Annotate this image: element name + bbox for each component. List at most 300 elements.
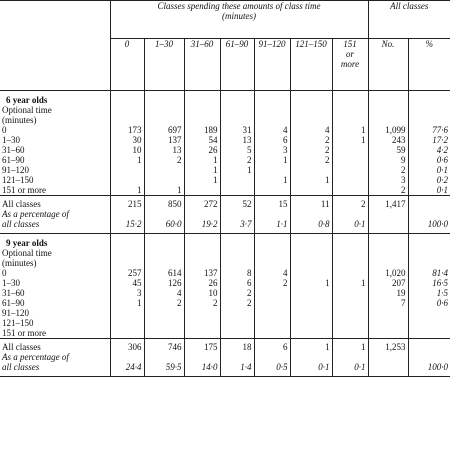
total-cell: 15 [254,196,290,210]
total-cell: 746 [144,339,184,353]
count-cell: 1,020 [368,268,408,278]
data-cell: 1 [254,175,290,185]
col-header-pct: % [408,39,450,91]
empty-cell [408,234,450,249]
empty-cell [220,91,254,106]
data-cell [110,175,144,185]
count-cell: 2 [368,185,408,196]
row-label: 31–60 [0,145,110,155]
empty-cell [220,115,254,125]
data-cell [144,328,184,339]
percent-cell: 77·6 [432,125,448,135]
empty-cell [368,105,408,115]
col-header-0: 0 [110,39,144,91]
count-cell: 59 [368,145,408,155]
data-cell: 1 [290,278,332,288]
percent-cell: 0·6 [436,298,448,308]
empty-cell [408,91,450,106]
total-cell: 6 [254,339,290,353]
empty-cell [110,209,144,219]
table-row [0,135,450,145]
data-cell: 8 [220,268,254,278]
data-cell: 697 [144,125,184,135]
empty-cell [290,352,332,362]
empty-cell [110,352,144,362]
empty-cell [368,115,408,125]
row-label: 1–30 [0,135,110,145]
group-title-line2: (minutes) [222,11,256,21]
percent-value: 14·0 [184,362,220,377]
empty-cell [254,91,290,106]
header-row-group [0,1,450,39]
empty-cell [220,248,254,258]
data-cell [254,298,290,308]
table-row [0,328,450,339]
data-cell: 137 [144,135,184,145]
data-cell [110,328,144,339]
section-subtitle: Optional time [0,105,110,115]
data-cell [144,308,184,318]
empty-cell [144,209,184,219]
percent-total: 100·0 [408,219,450,234]
empty-cell [254,248,290,258]
percent-label-row [0,352,450,362]
data-cell: 31 [220,125,254,135]
section-subtitle-row [0,248,450,258]
data-cell: 10 [110,145,144,155]
col-header-91-120: 91–120 [254,39,290,91]
data-cell: 173 [110,125,144,135]
section-title: 9 year olds [0,234,110,249]
total-cell: 272 [184,196,220,210]
data-cell [332,308,368,318]
empty-cell [220,234,254,249]
col-header-151-or-more [332,39,368,91]
count-cell: 7 [368,298,408,308]
empty-cell [110,91,144,106]
data-cell [332,185,368,196]
data-cell: 2 [144,155,184,165]
empty-cell [408,209,450,219]
data-cell: 1 [144,185,184,196]
percent-cell: 0·1 [436,165,448,175]
col-header-1-30: 1–30 [144,39,184,91]
empty-cell [408,352,450,362]
data-cell [332,298,368,308]
empty-cell [144,258,184,268]
empty-cell [368,352,408,362]
data-cell: 2 [254,278,290,288]
percent-cell: 0·1 [408,185,450,196]
percent-value: 24·4 [110,362,144,377]
data-cell [220,328,254,339]
total-cell: 11 [290,196,332,210]
row-label: 1–30 [0,278,110,288]
empty-cell [368,91,408,106]
total-label: All classes [0,339,110,353]
row-label: 0 [0,125,110,135]
section-subtitle: (minutes) [0,258,110,268]
data-cell: 10 [184,288,220,298]
empty-cell [408,105,450,115]
empty-cell [110,258,144,268]
row-label: 0 [0,268,110,278]
empty-cell [408,258,450,268]
empty-cell [220,258,254,268]
empty-cell [144,91,184,106]
table-row [0,185,450,196]
row-label: 61–90 [0,155,110,165]
data-cell: 6 [254,135,290,145]
data-cell: 1 [110,298,144,308]
empty-cell [290,115,332,125]
empty-cell [290,258,332,268]
row-label: 91–120 [0,165,110,175]
data-cell [290,308,332,318]
data-cell [110,165,144,175]
total-cell: 18 [220,339,254,353]
empty-cell [368,248,408,258]
row-label: 31–60 [0,288,110,298]
empty-cell [254,234,290,249]
empty-cell [290,91,332,106]
data-cell: 2 [184,298,220,308]
data-cell [332,155,368,165]
empty-cell [408,196,450,210]
percent-value: 15·2 [110,219,144,234]
empty-cell [254,352,290,362]
col151-line1: 151 [343,39,357,49]
data-cell [332,328,368,339]
empty-cell [184,105,220,115]
empty-cell [368,209,408,219]
col151-line2: or [345,49,354,59]
table-row [0,268,450,278]
data-cell [220,175,254,185]
data-cell: 5 [220,145,254,155]
empty-cell [408,248,450,258]
data-cell: 2 [290,145,332,155]
total-cell: 1 [332,339,368,353]
data-cell: 1 [110,185,144,196]
total-count: 1,417 [368,196,408,210]
empty-cell [332,115,368,125]
col-header-61-90: 61–90 [220,39,254,91]
data-cell [332,288,368,298]
data-cell [332,145,368,155]
section-title-row [0,234,450,249]
total-cell: 215 [110,196,144,210]
col151-line3: more [340,59,360,69]
col-header-31-60: 31–60 [184,39,220,91]
table-row [0,308,450,318]
data-cell [144,318,184,328]
data-cell: 26 [184,278,220,288]
data-cell: 13 [144,145,184,155]
count-cell [368,318,408,328]
table-row [0,165,450,175]
percent-value: 1·1 [254,219,290,234]
empty-cell [332,209,368,219]
data-cell: 189 [184,125,220,135]
empty-cell [332,352,368,362]
total-cell: 52 [220,196,254,210]
empty-cell [254,105,290,115]
data-cell: 1 [332,278,368,288]
empty-cell [332,91,368,106]
percent-cell: 4·2 [436,145,448,155]
empty-cell [220,105,254,115]
data-cell [254,318,290,328]
data-cell [184,328,220,339]
data-cell: 4 [290,125,332,135]
percent-total: 100·0 [408,362,450,377]
data-cell: 614 [144,268,184,278]
data-cell: 126 [144,278,184,288]
empty-cell [110,115,144,125]
percent-value: 0·1 [332,219,368,234]
stub-header [0,1,110,91]
total-row [0,339,450,353]
group-title-line1: Classes spending these amounts of class time [157,1,321,11]
percent-cell [408,328,450,339]
percent-value: 60·0 [144,219,184,234]
empty-cell [368,234,408,249]
empty-cell [332,258,368,268]
data-cell [220,308,254,318]
count-cell: 2 [368,165,408,175]
data-cell [254,165,290,175]
row-label: 151 or more [0,328,110,339]
data-cell: 1 [220,165,254,175]
data-cell [254,308,290,318]
table-row [0,175,450,185]
empty-cell [290,105,332,115]
percent-label-row [0,209,450,219]
percent-cell: 0·2 [436,175,448,185]
count-cell: 3 [368,175,408,185]
total-cell: 1 [290,339,332,353]
percent-cell: 17·2 [432,135,448,145]
count-cell: 9 [368,155,408,165]
data-cell: 2 [220,288,254,298]
data-cell: 3 [110,288,144,298]
data-cell: 6 [220,278,254,288]
section-subtitle: Optional time [0,248,110,258]
empty-cell [408,115,450,125]
empty-cell [184,115,220,125]
all-classes-title-text: All classes [390,1,429,11]
empty-cell [332,234,368,249]
data-cell: 13 [220,135,254,145]
total-cell: 306 [110,339,144,353]
data-cell [290,328,332,339]
empty-cell [144,234,184,249]
data-cell: 54 [184,135,220,145]
percent-row-label: all classes [0,362,110,377]
data-cell: 1 [184,165,220,175]
data-cell [332,165,368,175]
count-cell: 1,099 [368,125,408,135]
percent-value: 19·2 [184,219,220,234]
table-row [0,298,450,308]
empty-cell [254,115,290,125]
row-label: 121–150 [0,175,110,185]
empty-cell [254,258,290,268]
empty-cell [184,91,220,106]
data-cell: 1 [184,175,220,185]
data-cell [184,308,220,318]
empty-cell [368,258,408,268]
data-cell [332,318,368,328]
percent-value: 0·5 [254,362,290,377]
percent-value: 0·1 [332,362,368,377]
empty-cell [290,234,332,249]
percent-row [0,219,450,234]
empty-cell [184,352,220,362]
percent-row-label: As a percentage of [0,209,110,219]
empty-cell [144,115,184,125]
table-row [0,145,450,155]
data-cell: 1 [332,125,368,135]
empty-cell [184,258,220,268]
count-cell: 207 [368,278,408,288]
percent-cell: 0·6 [436,155,448,165]
row-label: 121–150 [0,318,110,328]
data-cell [220,318,254,328]
data-cell [184,318,220,328]
section-subtitle-row [0,115,450,125]
data-cell [220,185,254,196]
row-label: 151 or more [0,185,110,196]
section-title-row [0,91,450,106]
total-label: All classes [0,196,110,210]
all-classes-title [368,1,450,39]
row-label: 91–120 [0,308,110,318]
data-cell: 45 [110,278,144,288]
percent-value: 0·1 [290,362,332,377]
data-cell [184,185,220,196]
data-cell: 2 [220,155,254,165]
empty-cell [368,219,408,234]
count-cell [368,308,408,318]
data-cell: 1 [290,175,332,185]
percent-row [0,362,450,377]
percent-value: 1·4 [220,362,254,377]
empty-cell [144,248,184,258]
percent-cell [408,318,450,328]
data-cell [144,175,184,185]
data-cell [290,318,332,328]
empty-cell [144,105,184,115]
data-cell [144,165,184,175]
data-cell: 2 [220,298,254,308]
data-cell [110,318,144,328]
data-cell [254,288,290,298]
empty-cell [254,209,290,219]
empty-cell [408,339,450,353]
section-subtitle: (minutes) [0,115,110,125]
count-cell: 19 [368,288,408,298]
col-header-no: No. [368,39,408,91]
data-cell: 4 [254,125,290,135]
data-cell: 2 [290,135,332,145]
data-cell: 3 [254,145,290,155]
section-subtitle-row [0,105,450,115]
data-cell [254,185,290,196]
data-cell [290,288,332,298]
percent-value: 3·7 [220,219,254,234]
data-cell [290,185,332,196]
empty-cell [290,209,332,219]
section-subtitle-row [0,258,450,268]
data-cell: 4 [254,268,290,278]
table-row [0,155,450,165]
data-cell [290,298,332,308]
data-cell: 2 [290,155,332,165]
percent-cell: 16·5 [432,278,448,288]
data-cell [110,308,144,318]
table-row [0,125,450,135]
data-cell: 2 [144,298,184,308]
table-row [0,288,450,298]
row-label: 61–90 [0,298,110,308]
empty-cell [332,105,368,115]
empty-cell [368,362,408,377]
empty-cell [110,105,144,115]
table-body [0,91,450,377]
data-cell: 1 [332,135,368,145]
count-cell [368,328,408,339]
total-cell: 850 [144,196,184,210]
data-cell: 257 [110,268,144,278]
total-cell: 175 [184,339,220,353]
data-cell: 1 [254,155,290,165]
data-cell [332,175,368,185]
table-row [0,318,450,328]
count-cell: 243 [368,135,408,145]
percent-value: 59·5 [144,362,184,377]
percent-row-label: all classes [0,219,110,234]
data-cell: 1 [110,155,144,165]
data-cell: 30 [110,135,144,145]
data-cell [254,328,290,339]
data-cell [332,268,368,278]
empty-cell [290,248,332,258]
group-title [110,1,368,39]
percent-cell [408,308,450,318]
percent-row-label: As a percentage of [0,352,110,362]
total-count: 1,253 [368,339,408,353]
percent-cell: 81·4 [432,268,448,278]
empty-cell [220,352,254,362]
col-header-121-150: 121–150 [290,39,332,91]
empty-cell [184,234,220,249]
empty-cell [110,248,144,258]
empty-cell [110,234,144,249]
data-cell: 137 [184,268,220,278]
data-cell: 1 [184,155,220,165]
empty-cell [220,209,254,219]
table-row [0,278,450,288]
percent-value: 0·8 [290,219,332,234]
empty-cell [184,248,220,258]
data-cell [290,268,332,278]
data-cell [290,165,332,175]
data-cell: 4 [144,288,184,298]
total-cell: 2 [332,196,368,210]
empty-cell [144,352,184,362]
